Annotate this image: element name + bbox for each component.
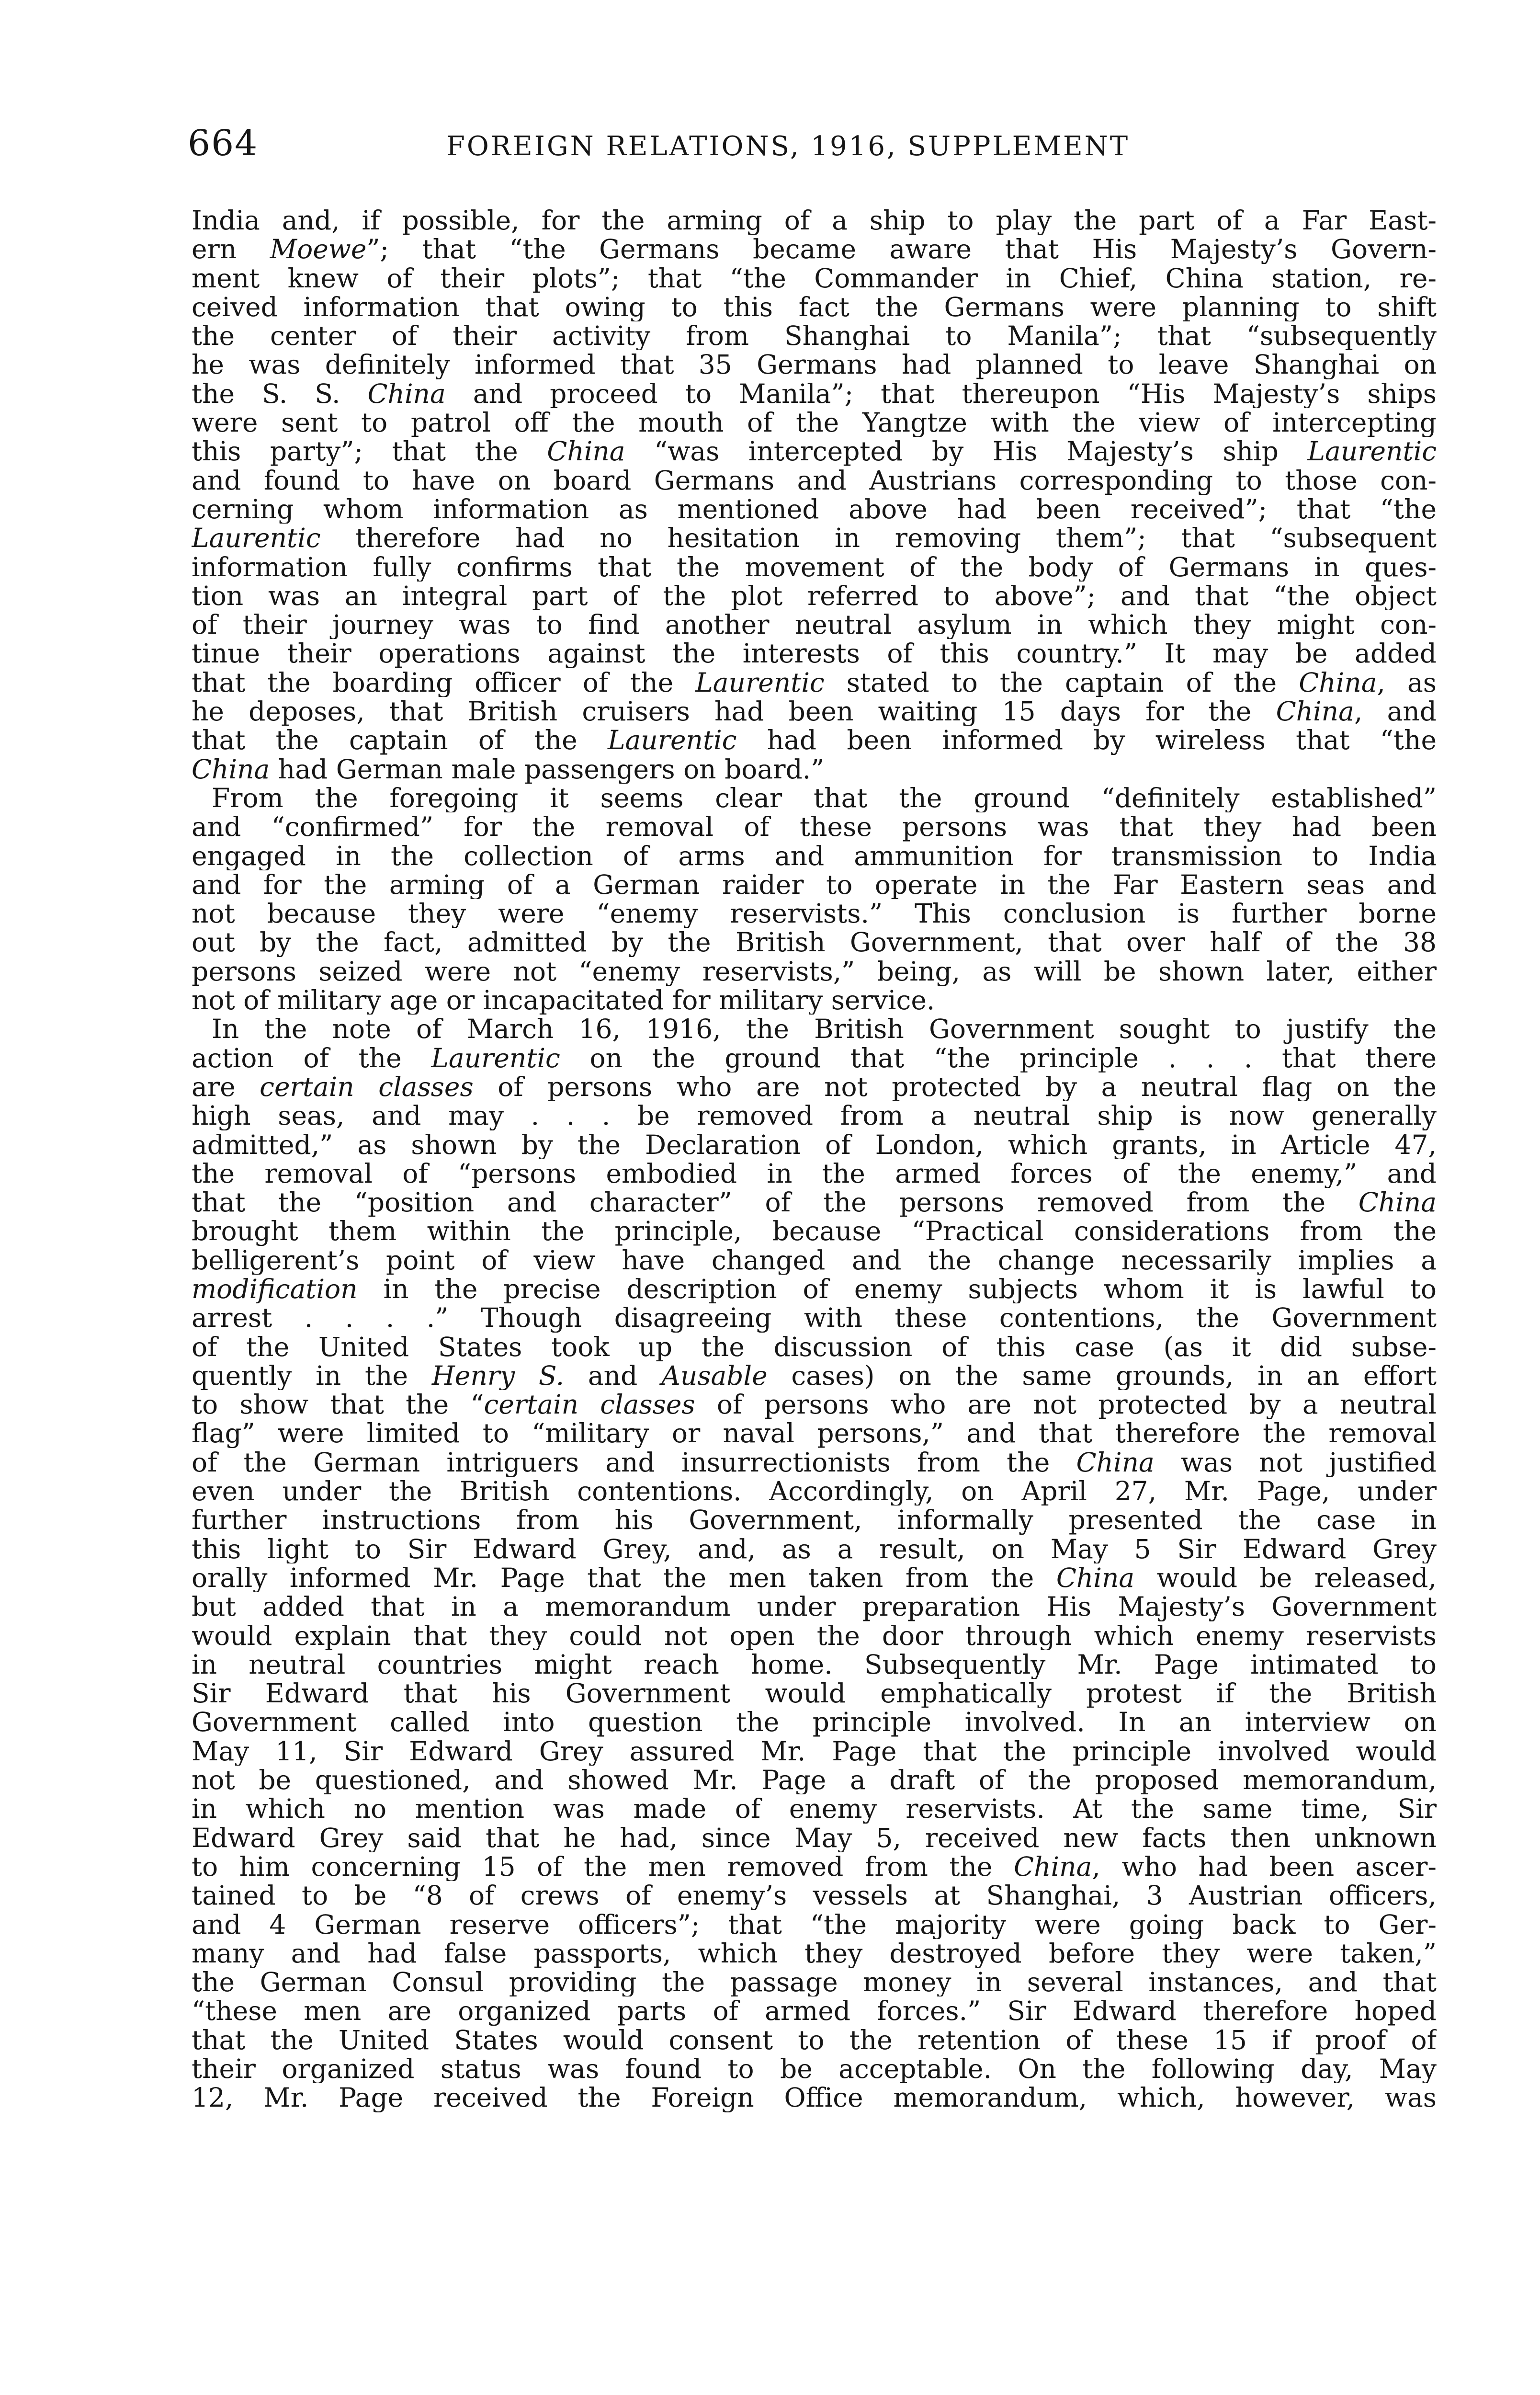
text-line — [192, 235, 1437, 263]
text-segment: that the “position and character” of the persons removed from the — [192, 1188, 1359, 1217]
italic-text: China — [1276, 697, 1354, 726]
text-segment: Government called into question the principle involved. In an interview on — [192, 1708, 1437, 1737]
text-segment: and 4 German reserve officers”; that “the majority were going back to Ger- — [192, 1910, 1437, 1939]
text-segment: he was definitely informed that 35 Germans had planned to leave Shanghai on — [192, 350, 1437, 379]
italic-text: Laurentic — [607, 726, 737, 755]
text-segment: and proceed to Manila”; that thereupon “His Majesty’s ships — [445, 379, 1437, 409]
text-line — [192, 1072, 1437, 1101]
text-line — [192, 1505, 1437, 1534]
text-segment: , who had been ascer- — [1092, 1852, 1437, 1882]
text-line — [192, 1996, 1437, 2025]
text-line — [192, 408, 1437, 437]
text-segment: of persons who are not protected by a neutral — [695, 1390, 1437, 1419]
text-segment: information fully confirms that the movement of the body of Germans in ques- — [192, 552, 1437, 582]
text-line — [192, 1217, 1437, 1245]
italic-text: China — [547, 437, 625, 466]
text-line — [192, 379, 1437, 408]
text-segment: to show that the “ — [192, 1390, 484, 1419]
text-segment: out by the fact, admitted by the British Government, that over half of the 38 — [192, 928, 1437, 957]
text-segment: and found to have on board Germans and Austrians corresponding to those con- — [192, 466, 1437, 495]
text-segment: tained to be “8 of crews of enemy’s vessels at Shanghai, 3 Austrian officers, — [192, 1881, 1437, 1910]
text-segment: the removal of “persons embodied in the armed forces of the enemy,” and — [192, 1159, 1437, 1188]
text-line — [192, 1650, 1437, 1679]
text-segment: “these men are organized parts of armed forces.” Sir Edward therefore hoped — [192, 1996, 1437, 2026]
italic-text: China — [1056, 1563, 1135, 1593]
text-line — [192, 1333, 1437, 1361]
text-segment: had German male passengers on board.” — [270, 754, 825, 784]
text-line — [192, 1159, 1437, 1188]
text-segment: ”; that “the Germans became aware that His Majesty’s Govern- — [366, 235, 1437, 264]
text-segment: many and had false passports, which they destroyed before they were taken,” — [192, 1939, 1437, 1968]
text-line — [192, 1044, 1437, 1072]
italic-text: certain classes — [484, 1390, 695, 1419]
running-head: FOREIGN RELATIONS, 1916, SUPPLEMENT — [446, 131, 1130, 162]
text-segment: India and, if possible, for the arming of a ship to play the part of a Far East- — [192, 206, 1437, 235]
text-line — [192, 812, 1437, 841]
text-segment: admitted,” as shown by the Declaration of London, which grants, in Article 47, — [192, 1130, 1437, 1159]
text-line — [192, 1881, 1437, 1910]
text-line — [192, 437, 1437, 466]
text-line — [192, 466, 1437, 495]
text-segment: arrest . . . .” Though disagreeing with these contentions, the Government — [192, 1303, 1437, 1333]
text-segment: of the German intriguers and insurrectionists from the — [192, 1448, 1076, 1477]
text-segment: had been informed by wireless that “the — [736, 726, 1437, 755]
text-segment: cases) on the same grounds, in an effort — [767, 1361, 1437, 1391]
text-segment: even under the British contentions. Accordingly, on April 27, Mr. Page, under — [192, 1477, 1437, 1506]
text-line — [192, 2054, 1437, 2083]
text-segment: , and — [1354, 697, 1437, 726]
text-segment: brought them within the principle, because “Practical considerations from the — [192, 1217, 1437, 1246]
text-line — [192, 610, 1437, 639]
text-line — [192, 206, 1437, 235]
text-segment: this light to Sir Edward Grey, and, as a result, on May 5 Sir Edward Grey — [192, 1534, 1437, 1563]
text-line — [192, 2026, 1437, 2054]
text-segment: May 11, Sir Edward Grey assured Mr. Page that the principle involved would — [192, 1736, 1437, 1766]
text-line — [192, 1766, 1437, 1794]
text-line — [192, 1015, 1437, 1043]
text-segment: ceived information that owing to this fact the Germans were planning to shift — [192, 292, 1437, 322]
text-segment: would explain that they could not open the door through which enemy reservists — [192, 1621, 1437, 1650]
text-line — [192, 1737, 1437, 1766]
text-line — [192, 293, 1437, 321]
text-segment: ern — [192, 235, 270, 264]
text-line — [192, 1419, 1437, 1448]
text-segment: but added that in a memorandum under preparation His Majesty’s Government — [192, 1592, 1437, 1621]
text-line — [192, 1794, 1437, 1823]
italic-text: Moewe — [270, 235, 367, 264]
text-segment: Sir Edward that his Government would emphatically protest if the British — [192, 1679, 1437, 1708]
text-segment: in which no mention was made of enemy reservists. At the same time, Sir — [192, 1794, 1437, 1824]
italic-text: Ausable — [661, 1361, 768, 1391]
text-segment: that the United States would consent to the retention of these 15 if proof of — [192, 2025, 1437, 2054]
text-line — [192, 842, 1437, 870]
text-segment: in neutral countries might reach home. Subsequently Mr. Page intimated to — [192, 1650, 1437, 1679]
text-line — [192, 1390, 1437, 1419]
text-line — [192, 1852, 1437, 1881]
text-line — [192, 1275, 1437, 1303]
italic-text: China — [192, 754, 270, 784]
text-segment: that the captain of the — [192, 726, 608, 755]
text-segment: not because they were “enemy reservists.” This conclusion is further borne — [192, 899, 1437, 928]
italic-text: China — [1076, 1448, 1155, 1477]
italic-text: modification — [192, 1274, 358, 1304]
text-line — [192, 321, 1437, 350]
text-segment: are — [192, 1072, 260, 1102]
text-segment: high seas, and may . . . be removed from a neutral ship is now generally — [192, 1101, 1437, 1130]
body-text — [192, 206, 1437, 2112]
text-line — [192, 784, 1437, 812]
text-line — [192, 755, 1437, 784]
text-segment: he deposes, that British cruisers had been waiting 15 days for the — [192, 697, 1276, 726]
text-segment: engaged in the collection of arms and ammunition for transmission to India — [192, 841, 1437, 870]
text-segment: the German Consul providing the passage money in several instances, and that — [192, 1968, 1437, 1997]
text-line — [192, 1708, 1437, 1736]
text-line — [192, 1563, 1437, 1592]
page-header — [188, 125, 1438, 178]
text-line — [192, 1477, 1437, 1505]
text-segment: stated to the captain of the — [824, 668, 1299, 697]
italic-text: Laurentic — [1307, 437, 1437, 466]
text-line — [192, 553, 1437, 582]
text-segment: not of military age or incapacitated for military service. — [192, 986, 935, 1015]
text-line — [192, 1246, 1437, 1275]
text-segment: their organized status was found to be acceptable. On the following day, May — [192, 2054, 1437, 2084]
text-segment: this party”; that the — [192, 437, 547, 466]
text-line — [192, 1130, 1437, 1159]
text-segment: were sent to patrol off the mouth of the Yangtze with the view of intercepting — [192, 408, 1437, 437]
text-line — [192, 582, 1437, 610]
text-line — [192, 870, 1437, 899]
text-segment: of persons who are not protected by a neutral flag on the — [473, 1072, 1437, 1102]
text-line — [192, 495, 1437, 524]
text-segment: and “confirmed” for the removal of these persons was that they had been — [192, 812, 1437, 842]
page-number: 664 — [188, 123, 259, 164]
text-segment: 12, Mr. Page received the Foreign Office memorandum, which, however, was — [192, 2083, 1437, 2112]
text-line — [192, 264, 1437, 293]
text-line — [192, 2083, 1437, 2112]
text-line — [192, 697, 1437, 726]
text-line — [192, 1361, 1437, 1390]
text-line — [192, 524, 1437, 552]
text-segment: cerning whom information as mentioned above had been received”; that “the — [192, 494, 1437, 524]
text-line — [192, 899, 1437, 928]
italic-text: China — [1358, 1188, 1437, 1217]
text-line — [192, 1968, 1437, 1996]
text-line — [192, 957, 1437, 986]
text-segment: orally informed Mr. Page that the men taken from the — [192, 1563, 1056, 1593]
italic-text: Henry S. — [431, 1361, 565, 1391]
text-segment: From the foregoing it seems clear that the ground “definitely established” — [212, 783, 1437, 813]
text-segment: to him concerning 15 of the men removed from the — [192, 1852, 1014, 1882]
text-segment: persons seized were not “enemy reservists,” being, as will be shown later, either — [192, 957, 1437, 986]
text-line — [192, 350, 1437, 379]
text-segment: not be questioned, and showed Mr. Page a draft of the proposed memorandum, — [192, 1766, 1437, 1795]
text-segment: flag” were limited to “military or naval persons,” and that therefore the removal — [192, 1419, 1437, 1448]
text-line — [192, 639, 1437, 668]
text-segment: was not justified — [1154, 1448, 1437, 1477]
text-line — [192, 726, 1437, 754]
text-segment: of the United States took up the discussion of this case (as it did subse- — [192, 1332, 1437, 1361]
text-segment: and — [564, 1361, 662, 1391]
text-segment: , as — [1377, 668, 1437, 697]
text-line — [192, 1101, 1437, 1130]
italic-text: Laurentic — [695, 668, 825, 697]
text-segment: belligerent’s point of view have changed and the change necessarily implies a — [192, 1245, 1437, 1275]
text-segment: “was intercepted by His Majesty’s ship — [625, 437, 1308, 466]
text-segment: and for the arming of a German raider to operate in the Far Eastern seas and — [192, 870, 1437, 900]
text-line — [192, 928, 1437, 957]
text-segment: tinue their operations against the interests of this country.” It may be added — [192, 639, 1437, 668]
italic-text: China — [1014, 1852, 1092, 1882]
text-segment: the S. S. — [192, 379, 368, 409]
italic-text: Laurentic — [431, 1043, 560, 1072]
text-segment: tion was an integral part of the plot referred to above”; and that “the object — [192, 581, 1437, 611]
text-segment: quently in the — [192, 1361, 432, 1391]
text-segment: Edward Grey said that he had, since May 5, received new facts then unknown — [192, 1823, 1437, 1852]
text-segment: that the boarding officer of the — [192, 668, 696, 697]
text-line — [192, 986, 1437, 1015]
text-line — [192, 1910, 1437, 1939]
text-segment: in the precise description of enemy subjects whom it is lawful to — [357, 1274, 1437, 1304]
text-line — [192, 1592, 1437, 1621]
text-line — [192, 1679, 1437, 1708]
text-line — [192, 1621, 1437, 1650]
text-line — [192, 1939, 1437, 1968]
text-line — [192, 668, 1437, 697]
italic-text: China — [1299, 668, 1377, 697]
text-line — [192, 1448, 1437, 1477]
italic-text: certain classes — [260, 1072, 474, 1102]
text-segment: the center of their activity from Shanghai to Manila”; that “subsequently — [192, 321, 1437, 351]
text-segment: therefore had no hesitation in removing them”; that “subsequent — [320, 524, 1437, 553]
text-segment: on the ground that “the principle . . . that there — [560, 1043, 1437, 1072]
text-segment: further instructions from his Government, informally presented the case in — [192, 1505, 1437, 1535]
text-segment: In the note of March 16, 1916, the British Government sought to justify the — [212, 1015, 1437, 1044]
text-segment: would be released, — [1134, 1563, 1437, 1593]
text-line — [192, 1303, 1437, 1332]
italic-text: China — [367, 379, 446, 409]
text-segment: ment knew of their plots”; that “the Commander in Chief, China station, re- — [192, 263, 1437, 293]
text-segment: of their journey was to find another neutral asylum in which they might con- — [192, 610, 1437, 639]
italic-text: Laurentic — [192, 524, 321, 553]
text-line — [192, 1824, 1437, 1852]
text-segment: action of the — [192, 1043, 431, 1072]
text-line — [192, 1535, 1437, 1563]
text-line — [192, 1188, 1437, 1217]
